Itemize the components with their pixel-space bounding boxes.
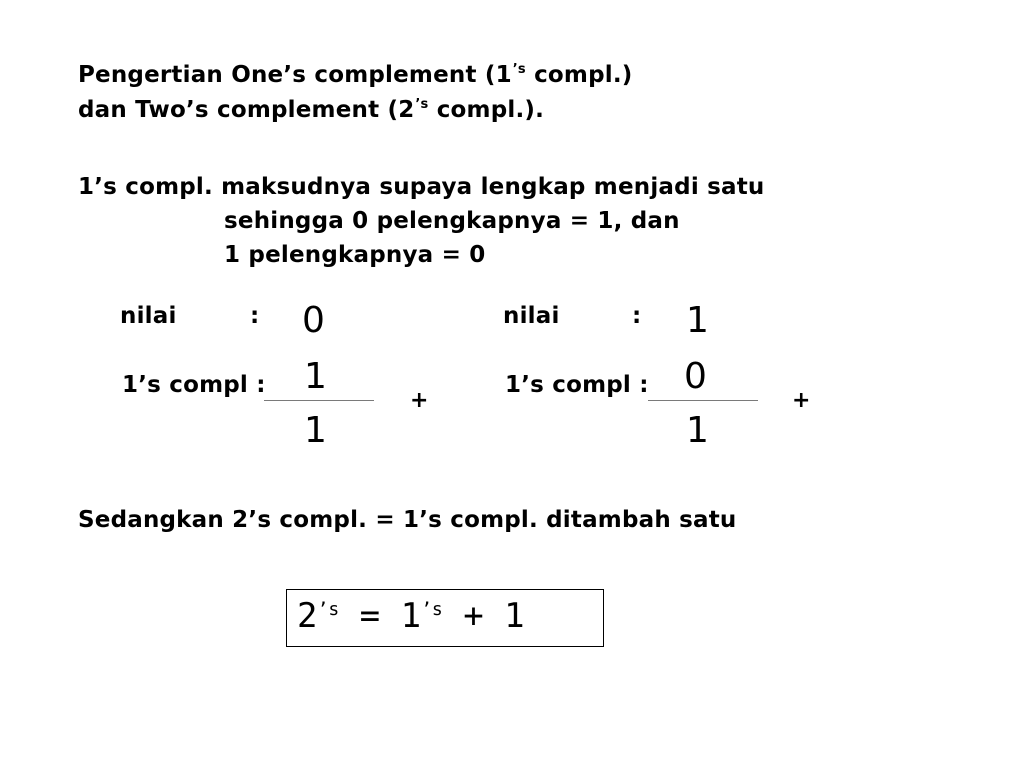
nilai-label: nilai [503,303,560,329]
compl-value: 0 [684,356,707,397]
result-value: 1 [686,410,709,451]
statement: Sedangkan 2’s compl. = 1’s compl. ditambah satu [78,507,737,533]
sum-line [648,400,758,401]
plus-sign: + [410,388,429,413]
sum-line [264,400,374,401]
nilai-value: 0 [302,300,325,341]
formula: $2^{’s} = 1^{’s} + 1$ [297,596,525,636]
definition-line-1: 1’s compl. maksudnya supaya lengkap menjadi satu [78,174,765,200]
compl-value: 1 [304,356,327,397]
plus-sign: + [792,388,811,413]
nilai-value: 1 [686,300,709,341]
nilai-label: nilai [120,303,177,329]
result-value: 1 [304,410,327,451]
compl-label: 1’s compl : [505,372,649,398]
heading-line-1: Pengertian One’s complement ($1^{’s}$ compl.) [78,62,633,88]
definition-line-3: 1 pelengkapnya = 0 [224,242,486,268]
compl-label: 1’s compl : [122,372,266,398]
formula-box [286,589,604,647]
nilai-colon: : [632,303,642,329]
nilai-colon: : [250,303,260,329]
heading-line-2: dan Two’s complement ($2^{’s}$ compl.). [78,97,545,123]
definition-line-2: sehingga 0 pelengkapnya = 1, dan [224,208,680,234]
